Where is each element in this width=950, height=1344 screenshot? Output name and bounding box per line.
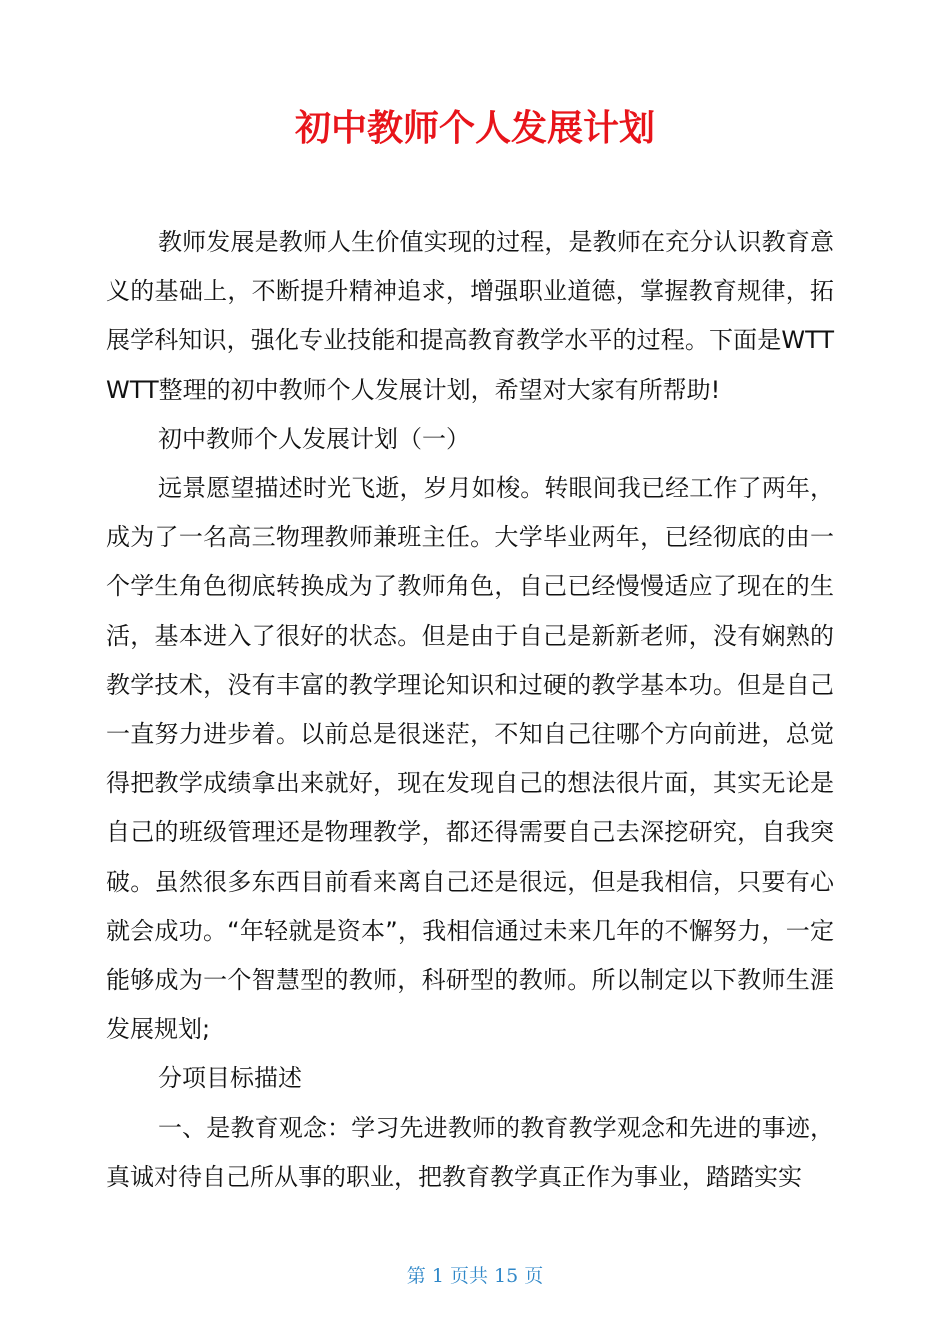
section-heading-plan-one: 初中教师个人发展计划（一） bbox=[158, 424, 470, 453]
page-number-footer: 第 1 页共 15 页 bbox=[406, 1265, 544, 1287]
section-heading-sub-goals: 分项目标描述 bbox=[158, 1064, 302, 1093]
vision-paragraph: 远景愿望描述时光飞逝，岁月如梭。转眼间我已经工作了两年，成为了一名高三物理教师兼班主任。大学毕业两年，已经彻底的由一个学生角色彻底转换成为了教师角色，自己已经慢慢适应了现在的生活，基本进入了很好的状态。但是由于自己是新新老师，没有娴熟的教学技术，没有丰富的教学理论知识和过硬的教学基本功。但是自己一直努力进步着。以前总是很迷茫，不知自己往哪个方向前进，总觉得把教学成绩拿出来就好，现在发现自己的想法很片面，其实无论是自己的班级管理还是物理教学，都还得需要自己去深挖研究，自我突破。虽然很多东西目前看来离自己还是很远，但是我相信，只要有心就会成功。“年轻就是资本”，我相信通过未来几年的不懈努力，一定能够成为一个智慧型的教师，科研型的教师。所以制定以下教师生涯发展规划; bbox=[106, 474, 834, 1044]
document-body bbox=[106, 218, 834, 1202]
intro-paragraph: 教师发展是教师人生价值实现的过程，是教师在充分认识教育意义的基础上，不断提升精神追求，增强职业道德，掌握教育规律，拓展学科知识，强化专业技能和提高教育教学水平的过程。下面是WTTWTT整理的初中教师个人发展计划，希望对大家有所帮助! bbox=[106, 228, 834, 404]
education-concept-paragraph: 一、是教育观念：学习先进教师的教育教学观念和先进的事迹，真诚对待自己所从事的职业，把教育教学真正作为事业，踏踏实实 bbox=[106, 1113, 834, 1191]
document-title: 初中教师个人发展计划 bbox=[294, 108, 655, 149]
